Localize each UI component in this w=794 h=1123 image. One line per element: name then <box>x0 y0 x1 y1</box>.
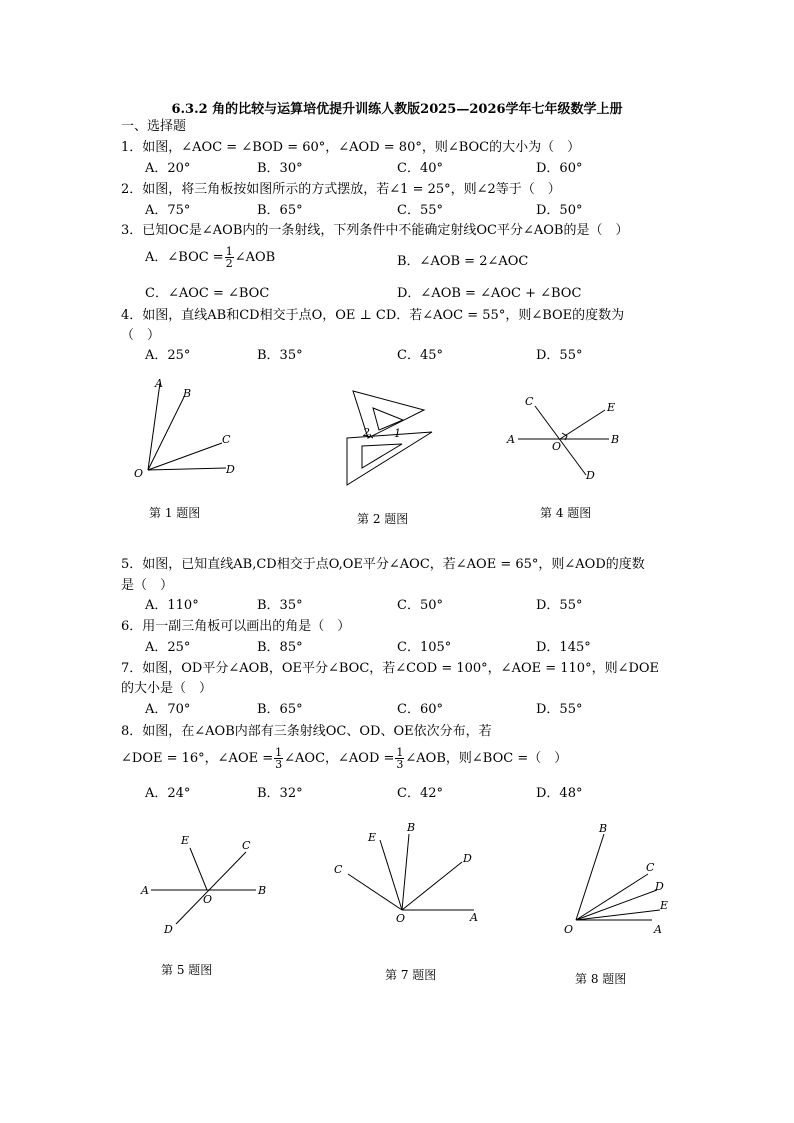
q5-option-c[interactable]: C．50° <box>397 598 443 613</box>
q8-part-b: ∠AOC，∠AOD = <box>284 751 395 766</box>
figure-2-caption: 第 2 题图 <box>357 512 409 526</box>
q8-option-c[interactable]: C．42° <box>397 786 443 801</box>
q5-option-a[interactable]: A．110° <box>145 598 199 613</box>
ray-ob <box>576 834 604 920</box>
label-e: E <box>181 834 190 847</box>
figure-7 <box>328 818 488 928</box>
figure-5 <box>138 828 278 940</box>
q2-option-a[interactable]: A．75° <box>145 203 191 218</box>
line-cd <box>176 852 246 924</box>
triangle-ruler-bottom-inner <box>362 444 402 468</box>
q3-option-a-prefix: A．∠BOC = <box>145 250 224 265</box>
label-b: B <box>611 433 620 446</box>
q4-stem-line2: （ ） <box>121 328 161 343</box>
q8-option-a[interactable]: A．24° <box>145 786 191 801</box>
q7-stem-line1: 7．如图，OD平分∠AOB，OE平分∠BOC，若∠COD = 100°，∠AOE = 110°，则∠DOE <box>121 661 660 676</box>
q6-option-a[interactable]: A．25° <box>145 640 191 655</box>
label-b: B <box>599 822 608 835</box>
label-e: E <box>660 899 669 912</box>
label-d: D <box>586 469 595 482</box>
q7-option-b[interactable]: B．65° <box>257 702 303 717</box>
q7-stem-line2: 的大小是（ ） <box>121 681 213 696</box>
label-o: O <box>134 467 144 480</box>
label-b: B <box>407 821 416 834</box>
q4-option-b[interactable]: B．35° <box>257 348 303 363</box>
figure-1-caption: 第 1 题图 <box>149 506 201 520</box>
fraction-denominator: 3 <box>275 758 283 771</box>
label-b: B <box>183 387 192 400</box>
figure-4-caption: 第 4 题图 <box>540 506 592 520</box>
page-title: 6.3.2 角的比较与运算培优提升训练人教版2025—2026学年七年级数学上册 <box>171 102 623 117</box>
label-e: E <box>607 401 616 414</box>
q7-option-c[interactable]: C．60° <box>397 702 443 717</box>
q8-part-a: ∠DOE = 16°，∠AOE = <box>121 751 274 766</box>
angle-2-label: 2 <box>363 426 370 439</box>
q3-option-a-suffix: ∠AOB <box>234 250 276 265</box>
q6-stem: 6．用一副三角板可以画出的角是（ ） <box>121 619 351 634</box>
fraction-denominator: 2 <box>225 257 233 270</box>
label-c: C <box>242 839 251 852</box>
q3-option-a[interactable] <box>145 246 275 269</box>
label-a: A <box>141 884 149 897</box>
q2-option-b[interactable]: B．65° <box>257 203 303 218</box>
q7-option-d[interactable]: D．55° <box>536 702 583 717</box>
ray-ob <box>402 834 409 910</box>
q5-option-b[interactable]: B．35° <box>257 598 303 613</box>
figure-8-caption: 第 8 题图 <box>575 972 627 986</box>
triangle-ruler-bottom <box>347 432 432 485</box>
q6-option-c[interactable]: C．105° <box>397 640 452 655</box>
label-a: A <box>155 377 163 390</box>
ray-oe <box>380 840 402 910</box>
fraction-numerator: 1 <box>275 746 283 759</box>
q4-option-c[interactable]: C．45° <box>397 348 443 363</box>
figure-2 <box>340 388 440 488</box>
label-d: D <box>226 463 235 476</box>
label-o: O <box>396 912 406 925</box>
ray-oe <box>190 848 207 890</box>
label-o: O <box>203 893 213 906</box>
label-d: D <box>655 880 664 893</box>
q4-option-a[interactable]: A．25° <box>145 348 191 363</box>
q3-stem: 3．已知OC是∠AOB内的一条射线，下列条件中不能确定射线OC平分∠AOB的是（ ） <box>121 223 629 238</box>
ray-oc <box>348 874 402 910</box>
q5-option-d[interactable]: D．55° <box>536 598 583 613</box>
q1-option-a[interactable]: A．20° <box>145 161 191 176</box>
label-a: A <box>654 923 662 936</box>
label-b: B <box>258 884 267 897</box>
q4-stem-line1: 4．如图，直线AB和CD相交于点O，OE ⊥ CD．若∠AOC = 55°，则∠BOE的度数为 <box>121 308 625 323</box>
q2-option-d[interactable]: D．50° <box>536 203 583 218</box>
ray-od <box>402 862 462 910</box>
q5-stem-line2: 是（ ） <box>121 578 174 593</box>
label-o: O <box>552 440 562 453</box>
section-heading: 一、选择题 <box>121 119 187 134</box>
q3-option-d[interactable]: D．∠AOB = ∠AOC + ∠BOC <box>397 286 582 301</box>
label-a: A <box>507 433 515 446</box>
figure-5-caption: 第 5 题图 <box>161 963 213 977</box>
q1-option-d[interactable]: D．60° <box>536 161 583 176</box>
q8-stem-line1: 8．如图，在∠AOB内部有三条射线OC、OD、OE依次分布，若 <box>121 724 492 739</box>
label-e: E <box>368 831 377 844</box>
q7-option-a[interactable]: A．70° <box>145 702 191 717</box>
q6-option-d[interactable]: D．145° <box>536 640 591 655</box>
q8-stem-line2 <box>121 746 567 772</box>
angle-1-label: 1 <box>394 427 401 440</box>
q1-stem: 1．如图，∠AOC = ∠BOD = 60°，∠AOD = 80°，则∠BOC的大小为（ ） <box>121 140 581 155</box>
label-c: C <box>222 433 231 446</box>
figure-7-caption: 第 7 题图 <box>385 968 437 982</box>
fraction <box>395 747 404 770</box>
q3-option-c[interactable]: C．∠AOC = ∠BOC <box>145 286 270 301</box>
q1-option-c[interactable]: C．40° <box>397 161 443 176</box>
fraction-denominator: 3 <box>396 758 404 771</box>
q8-option-d[interactable]: D．48° <box>536 786 583 801</box>
q8-part-c: ∠AOB，则∠BOC =（ ） <box>405 751 568 766</box>
label-c: C <box>646 861 655 874</box>
fraction <box>225 246 234 269</box>
figure-1 <box>128 375 248 480</box>
fraction-numerator: 1 <box>396 746 404 759</box>
figure-4 <box>505 393 625 485</box>
q6-option-b[interactable]: B．85° <box>257 640 303 655</box>
q4-option-d[interactable]: D．55° <box>536 348 583 363</box>
q1-option-b[interactable]: B．30° <box>257 161 303 176</box>
figure-8 <box>560 820 680 942</box>
q8-option-b[interactable]: B．32° <box>257 786 303 801</box>
label-d: D <box>164 923 173 936</box>
label-c: C <box>525 395 534 408</box>
fraction-numerator: 1 <box>225 245 233 258</box>
ray-oe <box>560 410 605 439</box>
label-o: O <box>564 923 574 936</box>
fraction <box>274 747 283 770</box>
q5-stem-line1: 5．如图，已知直线AB,CD相交于点O,OE平分∠AOC，若∠AOE = 65°，则∠AOD的度数 <box>121 557 645 572</box>
q2-stem: 2．如图，将三角板按如图所示的方式摆放，若∠1 = 25°，则∠2等于（ ） <box>121 182 561 197</box>
q3-option-b[interactable]: B．∠AOB = 2∠AOC <box>397 254 529 269</box>
label-a: A <box>470 911 478 924</box>
ray-od <box>148 468 226 470</box>
label-d: D <box>463 852 472 865</box>
label-c: C <box>334 863 343 876</box>
q2-option-c[interactable]: C．55° <box>397 203 443 218</box>
